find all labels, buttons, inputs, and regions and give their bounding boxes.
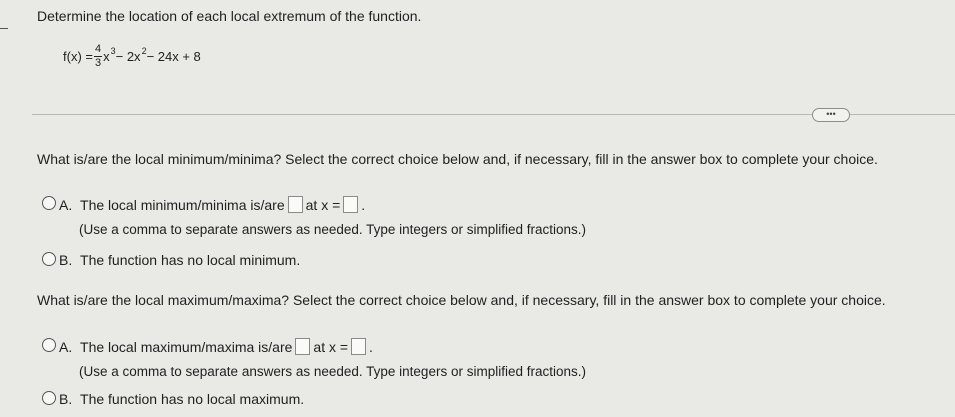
max-choice-a-period: . [369, 339, 373, 355]
min-choice-a-letter: A. [59, 197, 73, 213]
min-choice-a [59, 196, 365, 213]
fraction-denominator: 3 [94, 57, 102, 69]
function-term2: − 2x [115, 49, 141, 64]
section-divider-right [850, 114, 955, 115]
edge-mark [0, 28, 8, 29]
min-choice-b-text: The function has no local minimum. [80, 252, 301, 268]
min-choice-a-hint: (Use a comma to separate answers as needed. Type integers or simplified fractions.) [79, 222, 586, 237]
function-exponent1: 3 [110, 45, 116, 56]
radio-min-choice-b[interactable] [42, 252, 56, 266]
min-choice-b [59, 252, 300, 268]
function-fraction [94, 44, 102, 69]
question-maximum-prompt: What is/are the local maximum/maxima? Select the correct choice below and, if necessary, fill in the answer box to complete your choice. [37, 292, 886, 308]
max-choice-a-text: The local maximum/maxima is/are [80, 339, 293, 355]
min-choice-a-text: The local minimum/minima is/are [80, 197, 285, 213]
min-choice-a-period: . [361, 197, 366, 213]
max-choice-b [59, 391, 304, 407]
radio-max-choice-b[interactable] [42, 391, 56, 405]
more-options-button[interactable]: ••• [812, 108, 850, 122]
radio-max-choice-a[interactable] [42, 338, 56, 352]
min-value-answer-box[interactable] [288, 196, 303, 213]
max-choice-a-hint: (Use a comma to separate answers as needed. Type integers or simplified fractions.) [79, 364, 586, 379]
function-expression [63, 44, 201, 69]
min-choice-a-at: at x = [305, 197, 341, 213]
max-choice-a [59, 338, 373, 355]
instruction-text: Determine the location of each local extremum of the function. [37, 8, 422, 24]
function-lhs: f(x) = [63, 49, 93, 64]
radio-min-choice-a[interactable] [42, 196, 56, 210]
max-choice-a-at: at x = [313, 339, 349, 355]
function-term1: x [103, 49, 110, 64]
max-choice-a-letter: A. [59, 339, 73, 355]
section-divider [32, 114, 812, 115]
max-choice-b-letter: B. [59, 391, 73, 407]
max-value-answer-box[interactable] [295, 338, 310, 355]
fraction-numerator: 4 [94, 43, 102, 55]
min-choice-b-letter: B. [59, 252, 73, 268]
function-exponent2: 2 [141, 45, 147, 56]
question-minimum-prompt: What is/are the local minimum/minima? Select the correct choice below and, if necessary, fill in the answer box to complete your choice. [37, 151, 878, 167]
min-x-answer-box[interactable] [343, 196, 358, 213]
function-rest: − 24x + 8 [146, 49, 201, 64]
max-x-answer-box[interactable] [351, 338, 366, 355]
max-choice-b-text: The function has no local maximum. [80, 391, 305, 407]
